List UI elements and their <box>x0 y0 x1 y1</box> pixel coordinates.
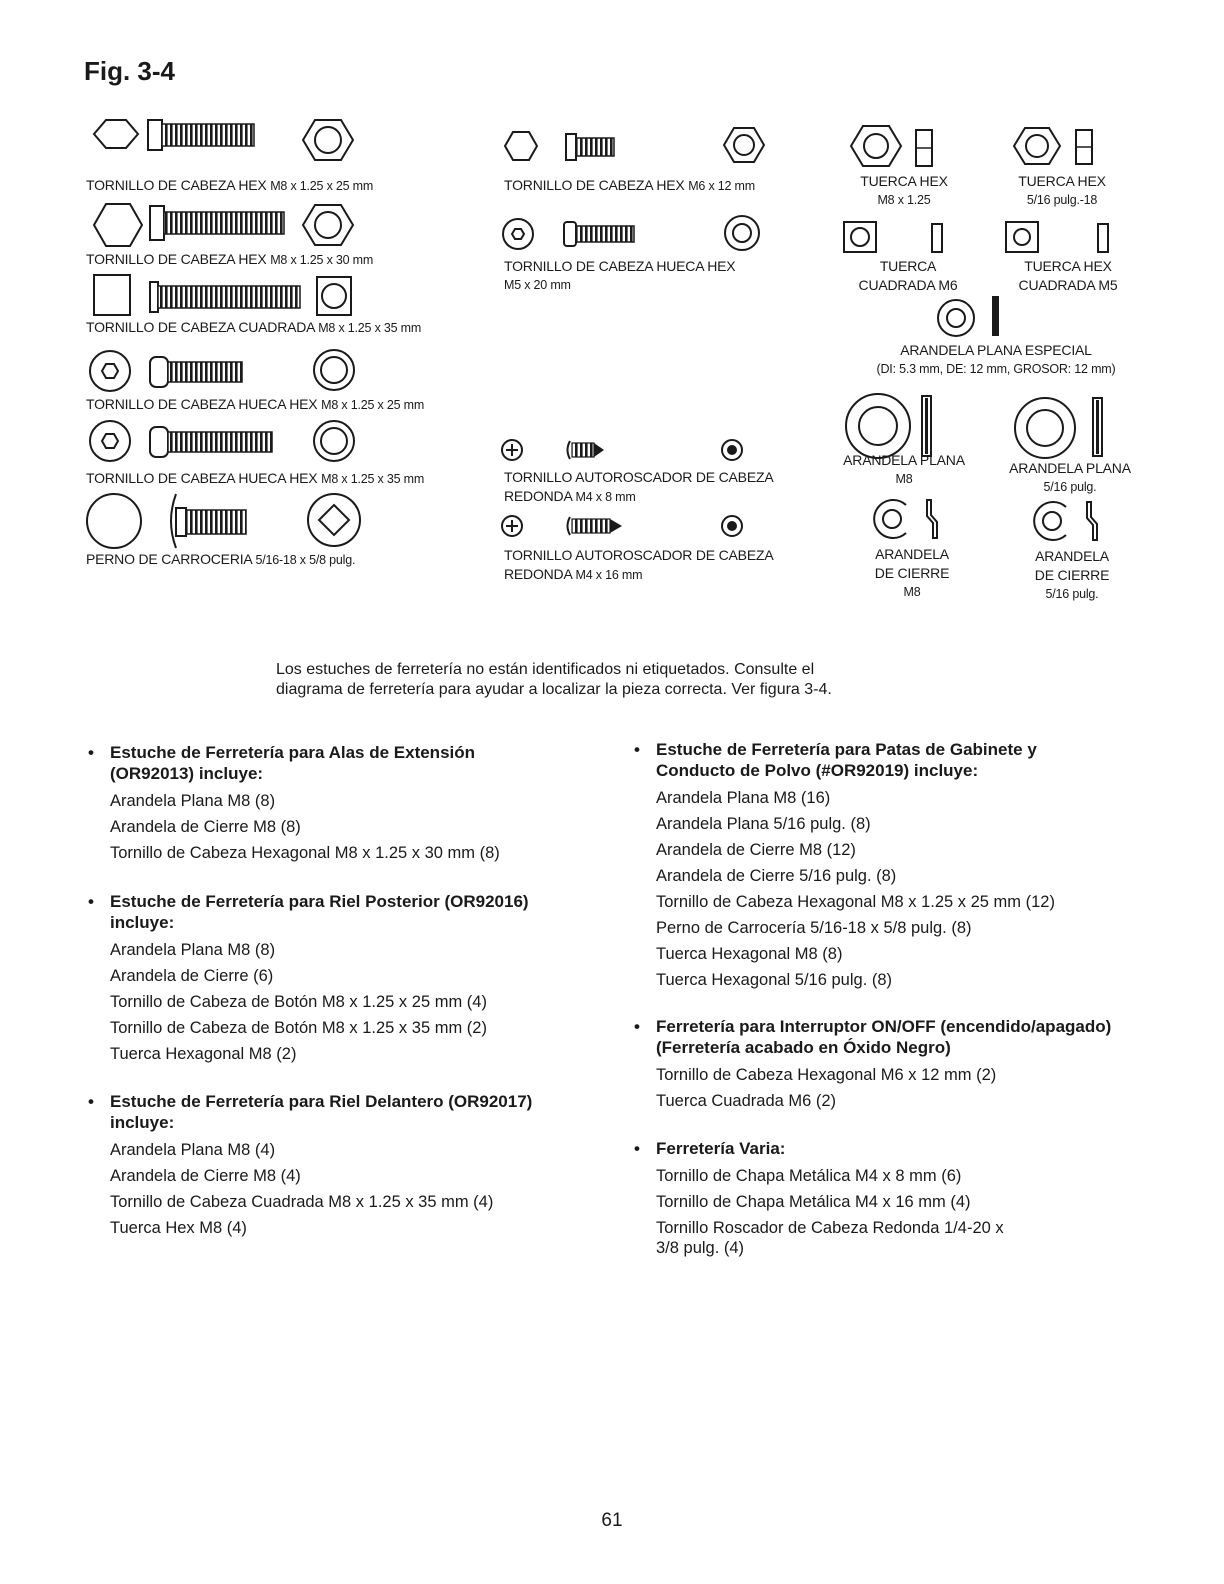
list-item: Arandela de Cierre (6) <box>110 967 274 985</box>
kit-section-front-rail <box>86 1091 586 1241</box>
part-label-special-flat-washer: ARANDELA PLANA ESPECIAL (DI: 5.3 mm, DE: 12 mm, GROSOR: 12 mm) <box>876 342 1116 376</box>
page-number: 61 <box>601 1510 623 1531</box>
list-item: 3/8 pulg. (4) <box>656 1239 745 1257</box>
part-label-square-head-bolt: TORNILLO DE CABEZA CUADRADA M8 x 1.25 x 35 mm <box>86 319 422 335</box>
part-label-lock-washer-5-16: ARANDELA DE CIERRE 5/16 pulg. <box>1034 548 1110 601</box>
part-label-self-tapping-m4-16: TORNILLO AUTOROSCADOR DE CABEZA REDONDA M4 x 16 mm <box>504 547 774 582</box>
list-item: Tornillo de Cabeza Hexagonal M8 x 1.25 x 30 mm (8) <box>110 844 500 862</box>
list-item: Arandela Plana M8 (4) <box>110 1141 276 1159</box>
part-label-socket-screw-35: TORNILLO DE CABEZA HUECA HEX M8 x 1.25 x 35 mm <box>86 470 425 486</box>
kit-heading: • Ferretería Varia: <box>632 1138 1132 1159</box>
list-item: Perno de Carrocería 5/16-18 x 5/8 pulg. (8) <box>656 919 972 937</box>
square-nut-icon <box>1006 222 1108 252</box>
self-tapping-screw-icon <box>502 516 742 536</box>
part-label-hex-bolt-m8-25: TORNILLO DE CABEZA HEX M8 x 1.25 x 25 mm <box>86 177 374 193</box>
lock-washer-icon <box>1034 502 1097 540</box>
list-item: Tuerca Hexagonal M8 (2) <box>110 1045 297 1063</box>
list-item: Arandela de Cierre 5/16 pulg. (8) <box>656 867 897 885</box>
part-label-hex-nut-5-16: TUERCA HEX 5/16 pulg.-18 <box>1018 173 1106 207</box>
list-item: Tuerca Hex M8 (4) <box>110 1219 247 1237</box>
self-tapping-screw-icon <box>502 440 742 460</box>
list-item: Tuerca Cuadrada M6 (2) <box>656 1092 837 1110</box>
hex-bolt-icon <box>94 204 353 246</box>
part-label-square-nut-m5: TUERCA HEX CUADRADA M5 <box>1018 258 1118 293</box>
list-item: Arandela de Cierre M8 (4) <box>110 1167 301 1185</box>
kit-heading: • Ferretería para Interruptor ON/OFF (encendido/apagado) (Ferretería acabado en Óxido Negro) <box>632 1016 1152 1058</box>
list-item: Tuerca Hexagonal 5/16 pulg. (8) <box>656 971 893 989</box>
list-item: Tornillo de Chapa Metálica M4 x 8 mm (6) <box>656 1167 962 1185</box>
kit-section-switch <box>632 1016 1152 1114</box>
list-item: Tornillo de Cabeza de Botón M8 x 1.25 x 25 mm (4) <box>110 993 487 1011</box>
kit-section-rear-rail <box>86 891 586 1067</box>
part-label-self-tapping-m4-8: TORNILLO AUTOROSCADOR DE CABEZA REDONDA M4 x 8 mm <box>504 469 774 504</box>
part-label-carriage-bolt: PERNO DE CARROCERIA 5/16-18 x 5/8 pulg. <box>86 551 356 567</box>
square-nut-icon <box>844 222 942 252</box>
kit-heading: • Estuche de Ferretería para Riel Delantero (OR92017) incluye: <box>86 1091 586 1133</box>
list-item: Tornillo de Cabeza Hexagonal M6 x 12 mm (2) <box>656 1066 997 1084</box>
hex-bolt-icon <box>94 120 353 160</box>
list-item: Tornillo de Chapa Metálica M4 x 16 mm (4) <box>656 1193 971 1211</box>
list-item: Arandela de Cierre M8 (8) <box>110 818 301 836</box>
list-item: Arandela Plana M8 (16) <box>656 789 831 807</box>
list-item: Tornillo de Cabeza Hexagonal M8 x 1.25 x 25 mm (12) <box>656 893 1055 911</box>
list-item: Arandela Plana M8 (8) <box>110 941 276 959</box>
lock-washer-icon <box>874 500 937 538</box>
part-label-lock-washer-m8: ARANDELA DE CIERRE M8 <box>874 546 950 599</box>
hex-bolt-icon <box>505 128 764 162</box>
list-item: Arandela de Cierre M8 (12) <box>656 841 856 859</box>
intro-paragraph: Los estuches de ferretería no están identificados ni etiquetados. Consulte el diagrama de ferretería para ayudar a localizar la pieza correcta. Ver figura 3-4. <box>276 661 832 698</box>
kit-section-extension-wings <box>86 742 586 866</box>
part-label-socket-screw-m5: TORNILLO DE CABEZA HUECA HEX M5 x 20 mm <box>504 258 736 292</box>
kit-heading: • Estuche de Ferretería para Patas de Gabinete y Conducto de Polvo (#OR92019) incluye: <box>632 739 1132 781</box>
list-item: Arandela Plana M8 (8) <box>110 792 276 810</box>
part-label-hex-bolt-m8-30: TORNILLO DE CABEZA HEX M8 x 1.25 x 30 mm <box>86 251 374 267</box>
flat-washer-icon <box>1015 398 1102 458</box>
part-label-socket-screw-25: TORNILLO DE CABEZA HUECA HEX M8 x 1.25 x 25 mm <box>86 396 425 412</box>
list-item: Tornillo de Cabeza Cuadrada M8 x 1.25 x 35 mm (4) <box>110 1193 494 1211</box>
part-label-flat-washer-5-16: ARANDELA PLANA 5/16 pulg. <box>1009 460 1131 494</box>
socket-head-screw-icon <box>503 216 759 250</box>
flat-washer-icon <box>938 296 999 336</box>
part-label-square-nut-m6: TUERCA CUADRADA M6 <box>858 258 958 293</box>
figure-title: Fig. 3-4 <box>84 56 176 86</box>
kit-heading: • Estuche de Ferretería para Alas de Extensión (OR92013) incluye: <box>86 742 586 784</box>
kit-section-cabinet-legs <box>632 739 1132 993</box>
kit-heading: • Estuche de Ferretería para Riel Posterior (OR92016) incluye: <box>86 891 586 933</box>
square-head-bolt-icon <box>94 275 351 315</box>
carriage-bolt-icon <box>87 494 360 548</box>
socket-head-screw-icon <box>90 350 354 391</box>
part-label-hex-bolt-m6: TORNILLO DE CABEZA HEX M6 x 12 mm <box>504 177 755 193</box>
kit-section-misc <box>632 1138 1132 1258</box>
list-item: Tuerca Hexagonal M8 (8) <box>656 945 843 963</box>
hex-nut-icon <box>1014 128 1092 164</box>
flat-washer-icon <box>846 394 931 458</box>
socket-head-screw-icon <box>90 421 354 461</box>
list-item: Tornillo Roscador de Cabeza Redonda 1/4-20 x <box>656 1219 1004 1237</box>
part-label-flat-washer-m8: ARANDELA PLANA M8 <box>843 452 965 486</box>
list-item: Arandela Plana 5/16 pulg. (8) <box>656 815 871 833</box>
list-item: Tornillo de Cabeza de Botón M8 x 1.25 x 35 mm (2) <box>110 1019 487 1037</box>
part-label-hex-nut-m8: TUERCA HEX M8 x 1.25 <box>860 173 948 207</box>
hex-nut-icon <box>851 126 932 166</box>
